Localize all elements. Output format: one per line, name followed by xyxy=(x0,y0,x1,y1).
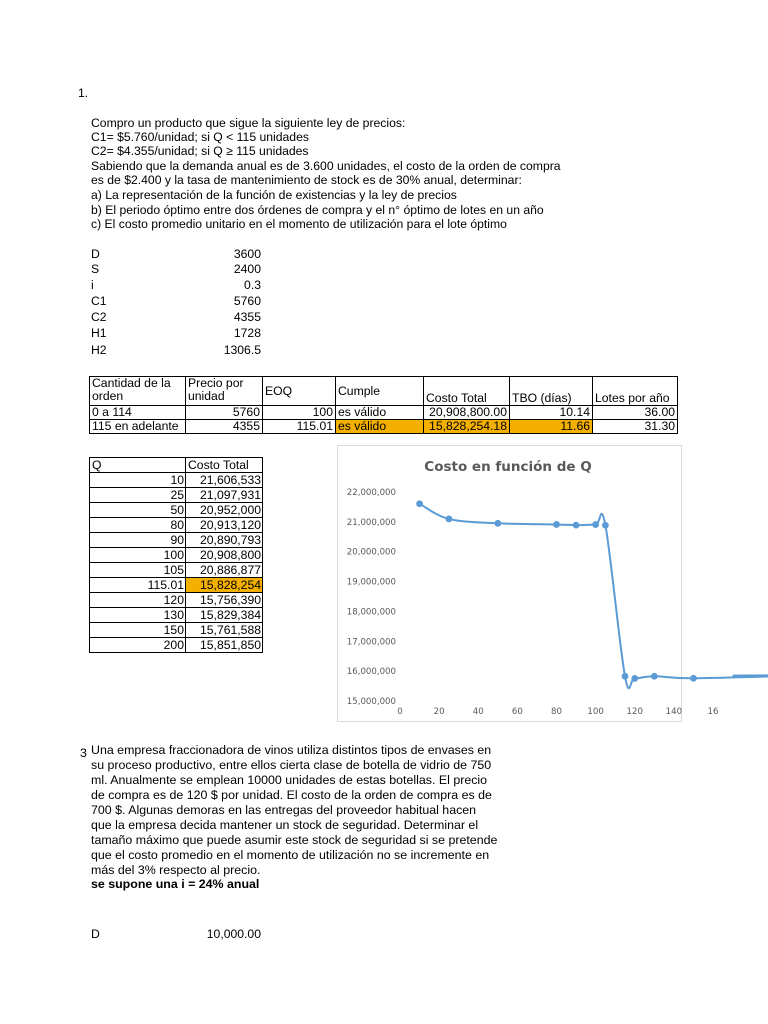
table-header-cell: Cantidad de la orden xyxy=(90,377,186,406)
y-tick-label: 18,000,000 xyxy=(346,607,396,618)
table-cell: 21,606,533 xyxy=(186,473,263,488)
statement-line: que la empresa decida mantener un stock de seguridad. Determinar el xyxy=(91,818,479,832)
table-cell: 20,913,120 xyxy=(186,518,263,533)
table-cell: 15,761,588 xyxy=(186,623,263,638)
table-header-cell: EOQ xyxy=(263,377,336,406)
table-cell: 10.14 xyxy=(510,406,593,420)
data-point xyxy=(573,522,580,529)
table-header-cell: Costo Total xyxy=(424,377,510,406)
highlighted-cell: 15,828,254.18 xyxy=(424,420,510,434)
table-cell: 130 xyxy=(90,608,186,623)
statement-line: C2= $4.355/unidad; si Q ≥ 115 unidades xyxy=(91,144,309,158)
statement-line: a) La representación de la función de existencias y la ley de precios xyxy=(91,188,457,202)
table-header-row xyxy=(90,458,263,473)
param-value: 10,000.00 xyxy=(206,927,261,941)
table-cell: 150 xyxy=(90,623,186,638)
table-row xyxy=(90,638,263,653)
x-tick-label: 16 xyxy=(707,707,719,717)
table-row xyxy=(90,503,263,518)
data-point xyxy=(416,500,423,507)
table-cell: 115.01 xyxy=(90,578,186,593)
table-row xyxy=(90,548,263,563)
statement-line: de compra es de 120 $ por unidad. El costo de la orden de compra es de xyxy=(91,788,492,802)
statement-line: Una empresa fraccionadora de vinos utiliza distintos tipos de envases en xyxy=(91,743,492,757)
table-cell: 200 xyxy=(90,638,186,653)
x-tick-label: 0 xyxy=(397,707,403,717)
table-cell: 80 xyxy=(90,518,186,533)
table-row xyxy=(90,623,263,638)
param-value: 0.3 xyxy=(244,278,261,292)
table-cell: 115.01 xyxy=(263,420,336,434)
table-cell: 20,952,000 xyxy=(186,503,263,518)
table-cell: 21,097,931 xyxy=(186,488,263,503)
series-line xyxy=(420,504,768,688)
x-tick-label: 20 xyxy=(433,707,445,717)
problem-number: 3 xyxy=(80,746,87,760)
data-point xyxy=(690,675,697,682)
data-point xyxy=(602,522,609,529)
x-tick-label: 60 xyxy=(511,707,523,717)
y-tick-label: 16,000,000 xyxy=(346,667,396,678)
table-header-cell: TBO (días) xyxy=(510,377,593,406)
param-value: 4355 xyxy=(233,310,261,324)
y-tick-label: 21,000,000 xyxy=(346,517,396,528)
param-label: S xyxy=(91,262,100,276)
cost-chart-svg xyxy=(338,446,719,721)
param-value: 3600 xyxy=(233,247,261,261)
eoq-table xyxy=(89,376,678,434)
table-cell: 15,829,384 xyxy=(186,608,263,623)
statement-line: tamaño máximo que puede asumir este stock de seguridad si se pretende xyxy=(91,833,498,847)
statement-line: es de $2.400 y la tasa de mantenimiento de stock es de 30% anual, determinar: xyxy=(91,173,522,187)
param-label: H1 xyxy=(91,326,107,340)
x-tick-label: 40 xyxy=(472,707,484,717)
statement-line: c) El costo promedio unitario en el momento de utilización para el lote óptimo xyxy=(91,217,507,231)
table-cell: 0 a 114 xyxy=(90,406,186,420)
y-tick-label: 22,000,000 xyxy=(346,488,396,498)
table-header-cell: Costo Total xyxy=(186,458,263,473)
table-cell: 15,756,390 xyxy=(186,593,263,608)
param-value: 2400 xyxy=(233,262,261,276)
chart-title: Costo en función de Q xyxy=(424,459,592,475)
y-axis xyxy=(347,488,396,707)
y-tick-label: 20,000,000 xyxy=(346,547,396,558)
highlighted-cell: es válido xyxy=(336,420,424,434)
table-row xyxy=(90,533,263,548)
data-point xyxy=(592,521,599,528)
param-label: C1 xyxy=(91,294,107,308)
table-header-cell: Lotes por año xyxy=(593,377,678,406)
table-cell: 20,908,800.00 xyxy=(424,406,510,420)
series-points xyxy=(416,500,697,681)
table-cell: 120 xyxy=(90,593,186,608)
table-cell: 100 xyxy=(90,548,186,563)
data-point xyxy=(631,675,638,682)
cost-table xyxy=(89,457,263,653)
statement-line: Sabiendo que la demanda anual es de 3.600 unidades, el costo de la orden de compra xyxy=(91,159,561,173)
param-label: D xyxy=(91,927,100,941)
table-cell: 50 xyxy=(90,503,186,518)
table-row xyxy=(90,578,263,593)
cost-chart xyxy=(337,445,719,722)
statement-line: su proceso productivo, entre ellos cierta clase de botella de vidrio de 750 xyxy=(91,758,492,772)
table-row xyxy=(90,608,263,623)
table-cell: 10 xyxy=(90,473,186,488)
table-header-cell: Cumple xyxy=(336,377,424,406)
table-cell: 20,890,793 xyxy=(186,533,263,548)
table-cell: 115 en adelante xyxy=(90,420,186,434)
table-row xyxy=(90,488,263,503)
data-point xyxy=(651,673,658,680)
x-tick-label: 100 xyxy=(587,707,604,717)
table-cell: 25 xyxy=(90,488,186,503)
statement-line: más del 3% respecto al precio. xyxy=(91,863,261,877)
table-header-cell: Precio por unidad xyxy=(186,377,263,406)
table-row xyxy=(90,473,263,488)
x-axis xyxy=(397,707,718,717)
y-tick-label: 19,000,000 xyxy=(346,577,396,588)
statement-line: 700 $. Algunas demoras en las entregas del proveedor habitual hacen xyxy=(91,803,477,817)
highlighted-cell: 15,828,254 xyxy=(186,578,263,593)
table-cell: 36.00 xyxy=(593,406,678,420)
table-cell: 5760 xyxy=(186,406,263,420)
param-value: 1306.5 xyxy=(223,343,261,357)
param-label: i xyxy=(91,278,94,292)
statement-line: ml. Anualmente se emplean 10000 unidades de estas botellas. El precio xyxy=(91,773,488,787)
table-row xyxy=(90,420,678,434)
data-point xyxy=(494,520,501,527)
table-cell: 100 xyxy=(263,406,336,420)
table-row xyxy=(90,518,263,533)
param-label: C2 xyxy=(91,310,107,324)
statement-line: que el costo promedio en el momento de utilización no se incremente en xyxy=(91,848,490,862)
statement-line: b) El periodo óptimo entre dos órdenes de compra y el n° óptimo de lotes en un año xyxy=(91,203,544,217)
x-tick-label: 140 xyxy=(665,707,683,717)
table-row xyxy=(90,563,263,578)
table-row xyxy=(90,593,263,608)
table-cell: 15,851,850 xyxy=(186,638,263,653)
table-cell: 105 xyxy=(90,563,186,578)
table-header-row xyxy=(90,377,678,406)
table-cell: es válido xyxy=(336,406,424,420)
param-value: 5760 xyxy=(233,294,261,308)
statement-line: Compro un producto que sigue la siguiente ley de precios: xyxy=(91,116,406,130)
table-cell: 4355 xyxy=(186,420,263,434)
param-label: D xyxy=(91,247,100,261)
problem-number: 1. xyxy=(78,86,89,100)
param-value: 1728 xyxy=(233,326,261,340)
x-tick-label: 80 xyxy=(551,707,562,717)
table-cell: 20,908,800 xyxy=(186,548,263,563)
y-tick-label: 17,000,000 xyxy=(346,637,396,648)
data-point xyxy=(622,673,629,680)
highlighted-cell: 11.66 xyxy=(510,420,593,434)
table-cell: 20,886,877 xyxy=(186,563,263,578)
data-point xyxy=(446,516,453,523)
table-row xyxy=(90,406,678,420)
table-cell: 31.30 xyxy=(593,420,678,434)
data-point xyxy=(553,521,560,528)
table-cell: 90 xyxy=(90,533,186,548)
y-tick-label: 15,000,000 xyxy=(346,697,396,707)
table-header-cell: Q xyxy=(90,458,186,473)
x-tick-label: 120 xyxy=(626,707,643,717)
param-label: H2 xyxy=(91,343,107,357)
assumption-text: se supone una i = 24% anual xyxy=(91,877,260,891)
statement-line: C1= $5.760/unidad; si Q < 115 unidades xyxy=(91,130,309,144)
